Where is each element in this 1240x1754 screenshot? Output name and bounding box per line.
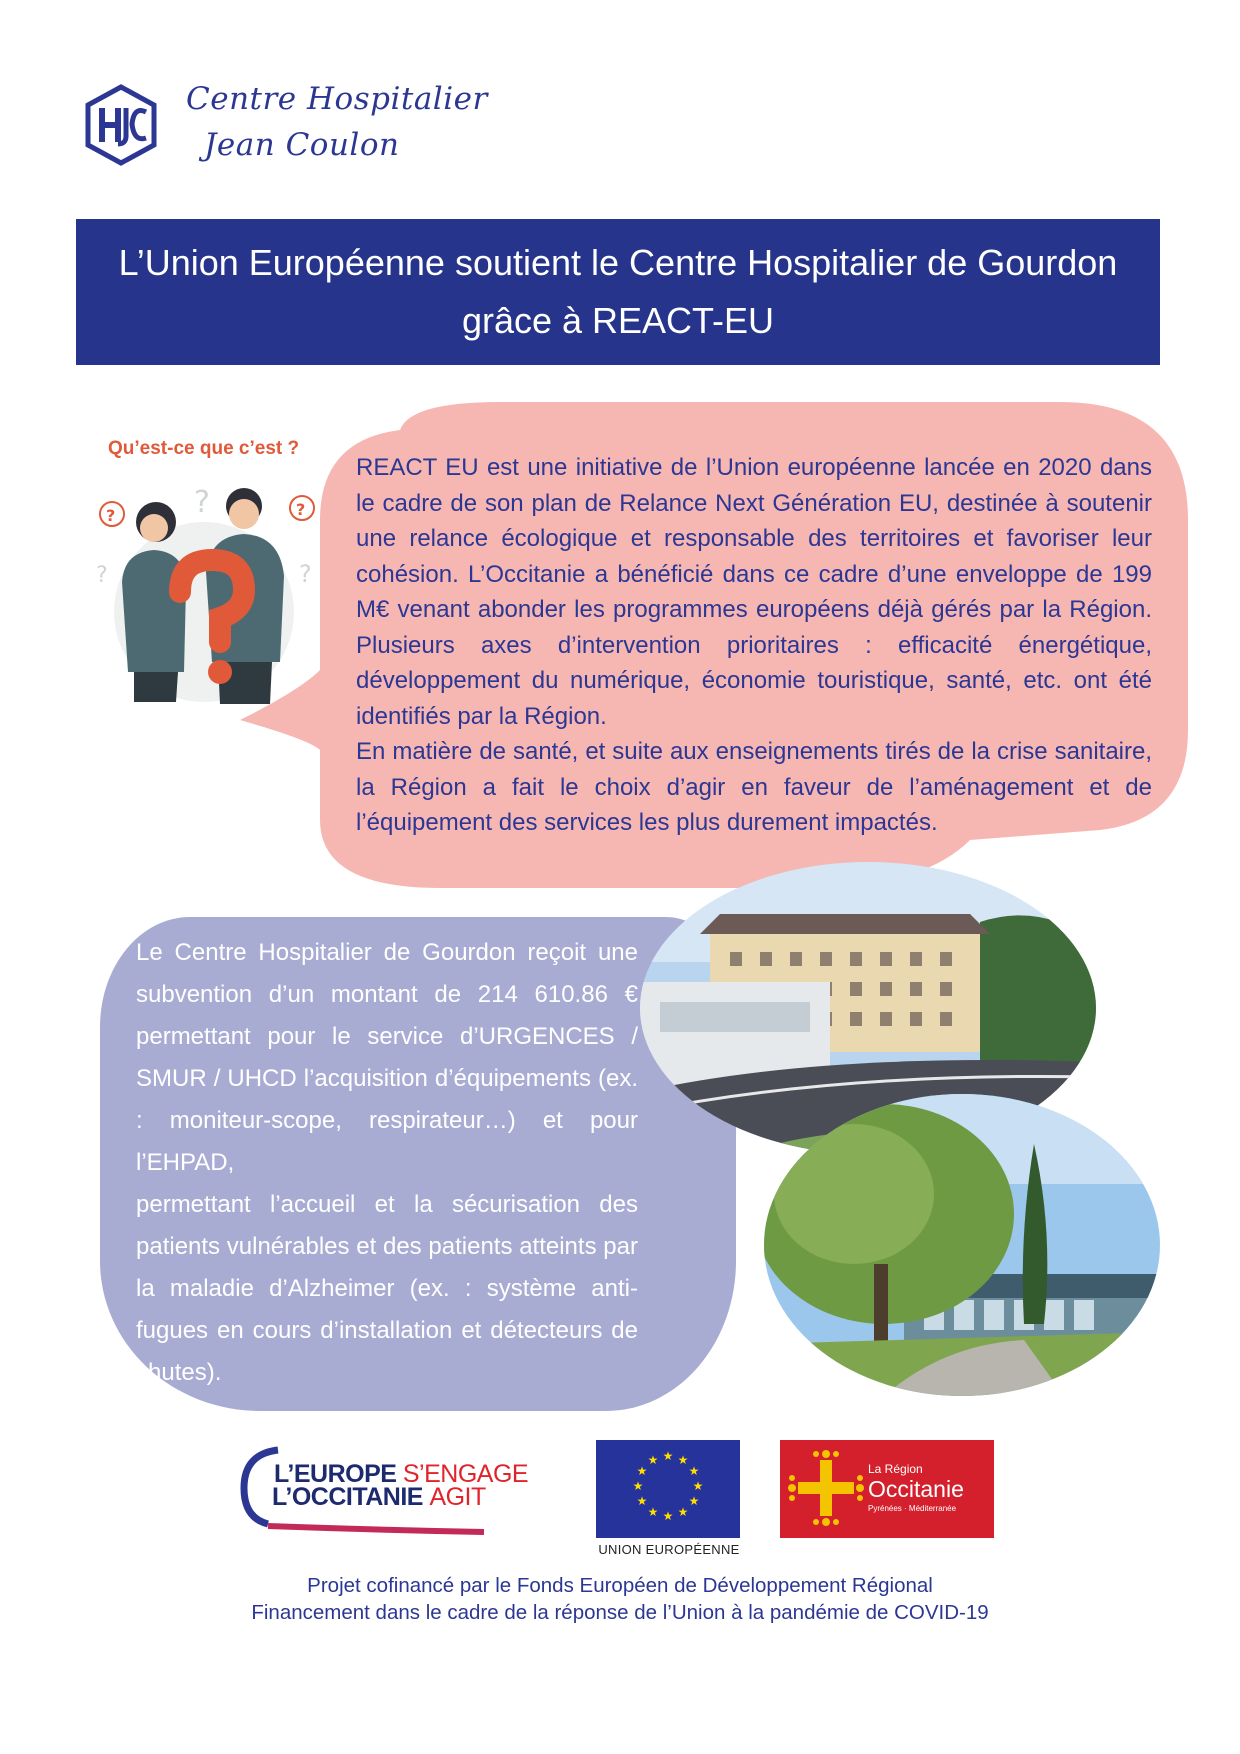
react-eu-text: [356, 450, 1152, 841]
europe-slogan-line-2: L’OCCITANIE AGIT: [272, 1483, 486, 1511]
eu-flag-logo: [596, 1440, 740, 1538]
svg-text:?: ?: [194, 485, 210, 520]
cofinancing-footer: [100, 1572, 1140, 1626]
eu-caption: UNION EUROPÉENNE: [598, 1542, 740, 1557]
hospital-logo-icon: [84, 84, 158, 166]
subvention-paragraph-2: permettant l’accueil et la sécurisation des patients vulnérables et des patients atteints par la maladie d’Alzheimer (ex. : système anti-fugues en cours d’installation et détecteurs de chutes).: [136, 1191, 638, 1386]
svg-text:★: ★: [688, 1494, 700, 1508]
svg-text:★: ★: [636, 1494, 648, 1508]
brand-line-2: Jean Coulon: [204, 127, 400, 163]
hospital-brand: [186, 76, 488, 168]
subvention-paragraph-1: Le Centre Hospitalier de Gourdon reçoit une subvention d’un montant de 214 610.86 € permettant pour le service d’URGENCES / SMUR / UHCD l’acquisition d’équipements (ex. : moniteur-scope, respirateur…) et pour l’EHPAD,: [136, 939, 638, 1176]
eu-stars-icon: [596, 1440, 740, 1538]
svg-text:★: ★: [632, 1479, 644, 1493]
two-people-question-marks-icon: [94, 472, 334, 704]
svg-text:?: ?: [106, 506, 116, 525]
footer-line-2: Financement dans le cadre de la réponse de l’Union à la pandémie de COVID-19: [251, 1601, 989, 1624]
europe-slogan-line-1: L’EUROPE S’ENGAGE: [274, 1460, 529, 1488]
europe-occitanie-logo: [238, 1440, 558, 1540]
footer-line-1: Projet cofinancé par le Fonds Européen de Développement Régional: [307, 1574, 933, 1597]
question-label: Qu’est-ce que c’est ?: [108, 438, 300, 459]
svg-text:★: ★: [662, 1449, 674, 1463]
svg-text:★: ★: [692, 1479, 704, 1493]
svg-text:★: ★: [647, 1505, 659, 1519]
svg-text:★: ★: [677, 1453, 689, 1467]
region-subtitle: Pyrénées · Méditerranée: [868, 1504, 957, 1513]
svg-text:★: ★: [647, 1453, 659, 1467]
region-label: La Région: [868, 1462, 923, 1476]
svg-text:★: ★: [662, 1509, 674, 1523]
willow-tree-photo: [764, 1094, 1160, 1396]
svg-text:?: ?: [299, 560, 312, 588]
region-name: Occitanie: [868, 1476, 964, 1502]
svg-text:★: ★: [636, 1464, 648, 1478]
react-eu-paragraph-2: En matière de santé, et suite aux enseignements tirés de la crise sanitaire, la Région a fait le choix d’agir en faveur de l’aménagement et de l’équipement des services les plus durement impactés.: [356, 738, 1152, 836]
banner-title-line-2: grâce à REACT-EU: [461, 300, 775, 341]
title-banner: [76, 219, 1160, 365]
svg-text:★: ★: [677, 1505, 689, 1519]
svg-text:★: ★: [688, 1464, 700, 1478]
banner-title-line-1: L’Union Européenne soutient le Centre Hospitalier de Gourdon: [118, 242, 1118, 283]
svg-text:?: ?: [296, 500, 306, 519]
subvention-text: [136, 932, 638, 1394]
brand-line-1: Centre Hospitalier: [186, 81, 488, 117]
svg-text:?: ?: [96, 563, 108, 588]
react-eu-paragraph-1: REACT EU est une initiative de l’Union européenne lancée en 2020 dans le cadre de son plan de Relance Next Génération EU, destinée à soutenir une relance écologique et responsable des territoires et favoriser leur cohésion. L’Occitanie a bénéficié dans ce cadre d’une enveloppe de 199 M€ venant abonder les programmes européens déjà gérés par la Région. Plusieurs axes d’intervention prioritaires : efficacité énergétique, développement du numérique, économie touristique, santé, etc. ont été identifiés par la Région.: [356, 454, 1152, 730]
